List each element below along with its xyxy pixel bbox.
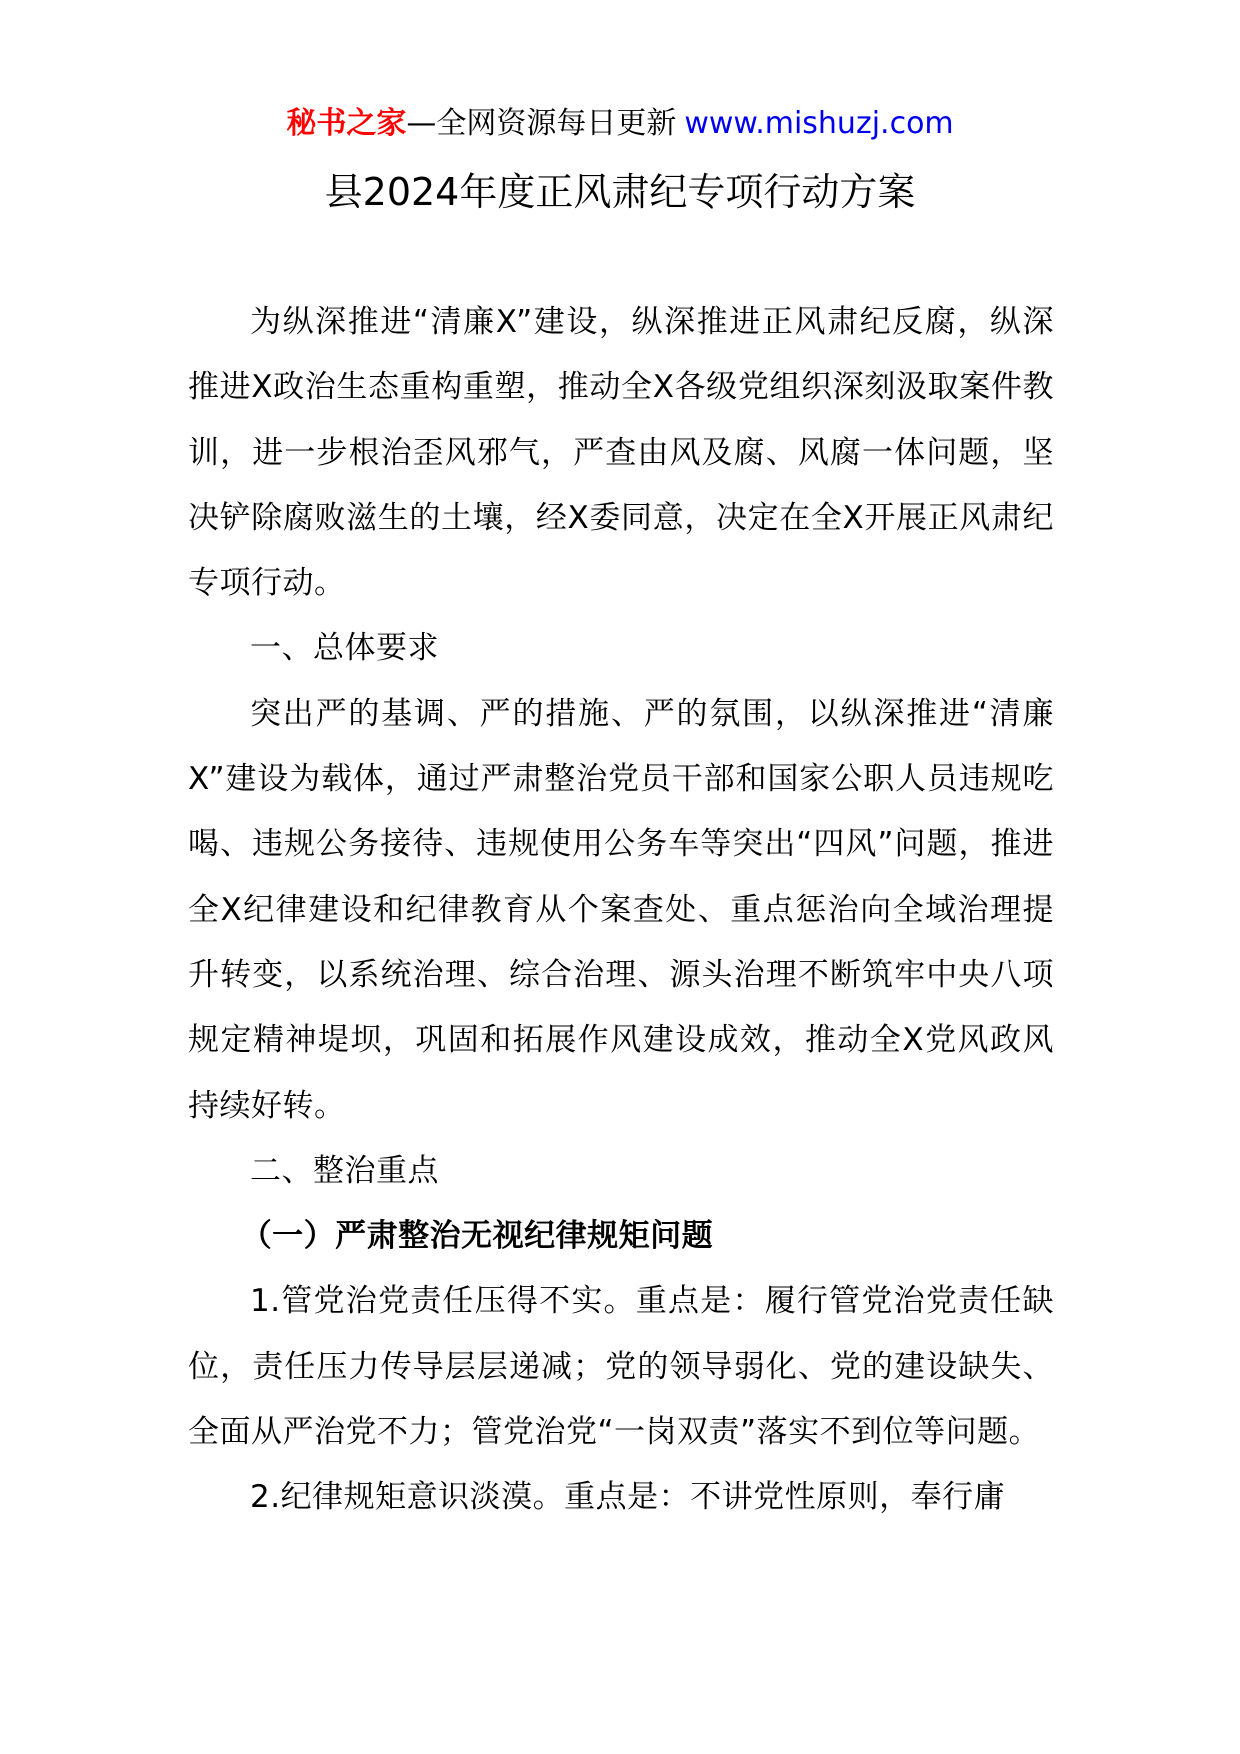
subsection-heading-discipline: （一）严肃整治无视纪律规矩问题 bbox=[240, 1218, 714, 1255]
site-banner bbox=[0, 102, 1240, 146]
document-title: 县2024年度正风肃纪专项行动方案 bbox=[324, 170, 916, 214]
item-paragraph-2: 2.纪律规矩意识淡漠。重点是：不讲党性原则，奉行庸 bbox=[250, 1479, 1006, 1516]
general-requirements-paragraph: 突出严的基调、严的措施、严的氛围，以纵深推进“清廉X”建设为载体，通过严肃整治党员干部和国家公职人员违规吃喝、违规公务接待、违规使用公务车等突出“四风”问题，推进全X纪律建设和纪律教育从个案查处、重点惩治向全域治理提升转变，以系统治理、综合治理、源头治理不断筑牢中央八项规定精神堤坝，巩固和拓展作风建设成效，推动全X党风政风持续好转。 bbox=[188, 695, 1054, 1124]
item-paragraph-1: 1.管党治党责任压得不实。重点是：履行管党治党责任缺位，责任压力传导层层递减；党的领导弱化、党的建设缺失、全面从严治党不力；管党治党“一岗双责”落实不到位等问题。 bbox=[188, 1283, 1054, 1451]
section-heading-key-rectification: 二、整治重点 bbox=[250, 1152, 439, 1189]
banner-tagline: —全网资源每日更新 bbox=[406, 106, 677, 141]
document-body bbox=[188, 290, 1054, 1531]
section-heading-general-requirements: 一、总体要求 bbox=[250, 630, 439, 667]
intro-paragraph: 为纵深推进“清廉X”建设，纵深推进正风肃纪反腐，纵深推进X政治生态重构重塑，推动全X各级党组织深刻汲取案件教训，进一步根治歪风邪气，严查由风及腐、风腐一体问题，坚决铲除腐败滋生的土壤，经X委同意，决定在全X开展正风肃纪专项行动。 bbox=[188, 304, 1054, 602]
brand-name: 秘书之家 bbox=[286, 106, 407, 141]
site-url-link[interactable]: www.mishuzj.com bbox=[684, 106, 954, 141]
